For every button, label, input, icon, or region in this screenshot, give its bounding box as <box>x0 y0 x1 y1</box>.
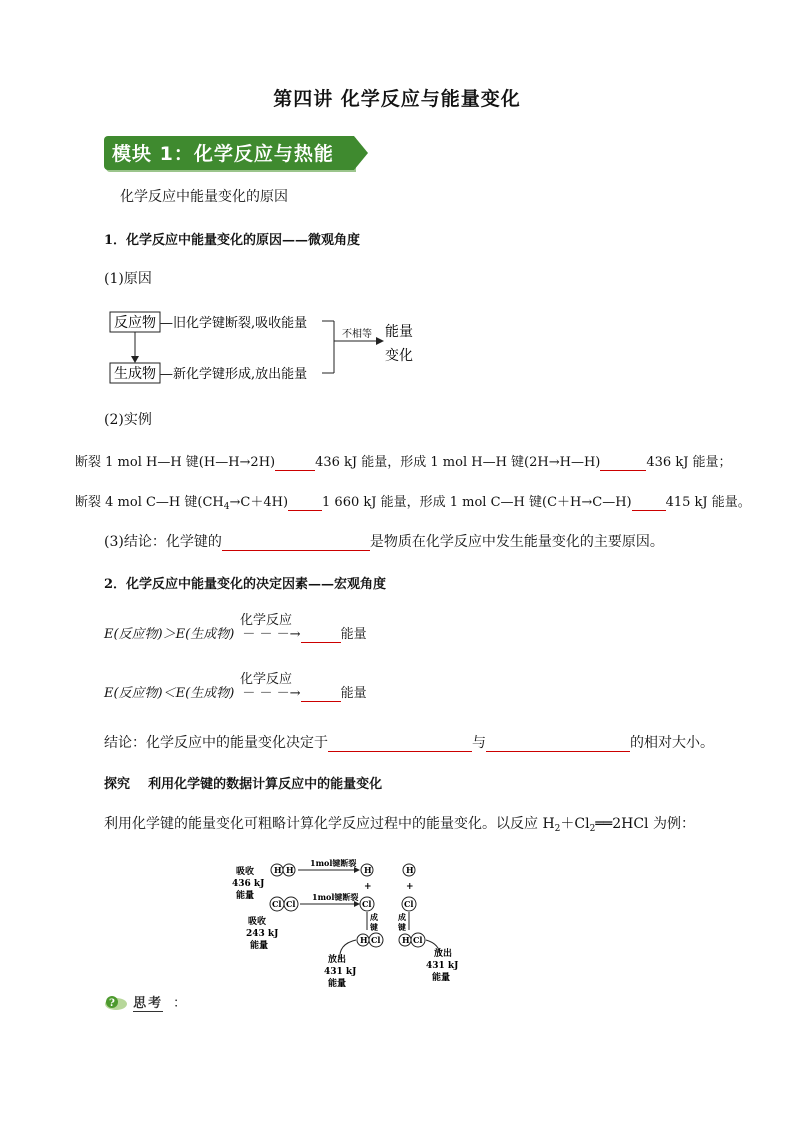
svg-text:H: H <box>364 865 372 875</box>
svg-text:H: H <box>406 865 414 875</box>
absorb2-l1: 吸收 <box>248 917 267 927</box>
absorb2-l3: 能量 <box>250 941 269 951</box>
svg-text:Cl: Cl <box>362 899 372 909</box>
explore-text: 利用化学键的能量变化可粗略计算化学反应过程中的能量变化。以反应 $H_2+Cl_2══2HCl$ 为例： <box>104 816 695 834</box>
svg-text:Cl: Cl <box>272 899 282 909</box>
blank-5 <box>222 534 370 551</box>
absorb1-l3: 能量 <box>236 891 255 901</box>
result-line1: 能量 <box>385 324 413 340</box>
row2-arrow-label: 化学反应 <box>240 672 293 687</box>
think-row: ? 思考 ： <box>104 992 186 1012</box>
svg-text:H: H <box>286 865 294 875</box>
svg-text:键: 键 <box>398 922 406 932</box>
line2-label: —新化学键形成,放出能量 <box>160 367 308 382</box>
svg-text:Cl: Cl <box>286 899 296 909</box>
blank-9 <box>486 735 630 752</box>
cause-label: (1)原因 <box>104 271 152 287</box>
svg-text:H: H <box>360 935 368 945</box>
svg-text:Cl: Cl <box>371 935 381 945</box>
absorb2-l2: 243 kJ <box>246 929 279 939</box>
release2-l1: 放出 <box>434 949 453 959</box>
release1-l3: 能量 <box>328 979 347 989</box>
svg-text:H: H <box>274 865 282 875</box>
cause-diagram <box>100 306 440 386</box>
point1-heading: 1．化学反应中能量变化的原因——微观角度 <box>104 233 361 248</box>
explore-heading: 探究 利用化学键的数据计算反应中的能量变化 <box>104 777 383 792</box>
blank-7 <box>301 686 341 702</box>
bond-energy-figure <box>228 852 468 992</box>
think-icon <box>104 994 128 1012</box>
release2-l2: 431 kJ <box>426 961 459 971</box>
down-arrow-head <box>131 356 139 363</box>
example2: 断裂 4 mol C—H 键$(CH_4\to C+4H)$ 1 660 kJ 能量，形成 1 mol C—H 键(C＋H→C—H) 415 kJ 能量。 <box>75 495 751 512</box>
product-label: 生成物 <box>114 366 156 382</box>
blank-6 <box>301 627 341 643</box>
svg-text:+: + <box>406 882 414 892</box>
point2-conclusion: 结论：化学反应中的能量变化决定于 与 的相对大小。 <box>104 735 714 751</box>
energy-row2: E(反应物)＜E(生成物) － － －→ 能量 <box>104 686 367 701</box>
blank-3 <box>288 495 322 511</box>
blank-4 <box>632 495 666 511</box>
svg-text:成: 成 <box>370 912 378 922</box>
section-heading: 化学反应中能量变化的原因 <box>120 189 288 205</box>
think-label: 思考 <box>133 996 164 1011</box>
blank-1 <box>275 455 315 471</box>
svg-text:+: + <box>364 882 372 892</box>
blank-2 <box>600 455 646 471</box>
energy-row1: E(反应物)＞E(生成物) － － －→ 能量 <box>104 627 367 642</box>
release1-l1: 放出 <box>328 955 347 965</box>
row1-arrow-label: 化学反应 <box>240 613 293 628</box>
release2-l3: 能量 <box>432 973 451 983</box>
absorb1-l1: 吸收 <box>236 867 255 877</box>
module-label: 模块 1：化学反应与热能 <box>112 143 334 165</box>
example-label: (2)实例 <box>104 412 152 428</box>
reactant-label: 反应物 <box>114 315 156 331</box>
break2-label: 1mol键断裂 <box>312 892 359 902</box>
point1-conclusion: (3)结论：化学键的 是物质在化学反应中发生能量变化的主要原因。 <box>104 534 664 550</box>
svg-text:?: ? <box>109 997 115 1009</box>
absorb1-l2: 436 kJ <box>232 879 265 889</box>
line1-label: —旧化学键断裂,吸收能量 <box>160 316 308 331</box>
svg-text:Cl: Cl <box>413 935 423 945</box>
not-equal-label: 不相等 <box>342 329 372 340</box>
svg-text:Cl: Cl <box>404 899 414 909</box>
svg-text:H: H <box>402 935 410 945</box>
point2-heading: 2．化学反应中能量变化的决定因素——宏观角度 <box>104 577 387 592</box>
release1-l2: 431 kJ <box>324 967 357 977</box>
svg-text:键: 键 <box>370 922 378 932</box>
right-arrow-head <box>376 337 384 345</box>
page-title: 第四讲 化学反应与能量变化 <box>273 88 521 110</box>
blank-8 <box>328 735 472 752</box>
break1-label: 1mol键断裂 <box>310 858 357 868</box>
svg-text:成: 成 <box>398 912 406 922</box>
result-line2: 变化 <box>385 348 413 364</box>
module-banner <box>104 136 354 170</box>
example1: 断裂 1 mol H—H 键(H—H→2H) 436 kJ 能量，形成 1 mol H—H 键(2H→H—H) 436 kJ 能量； <box>75 455 732 470</box>
